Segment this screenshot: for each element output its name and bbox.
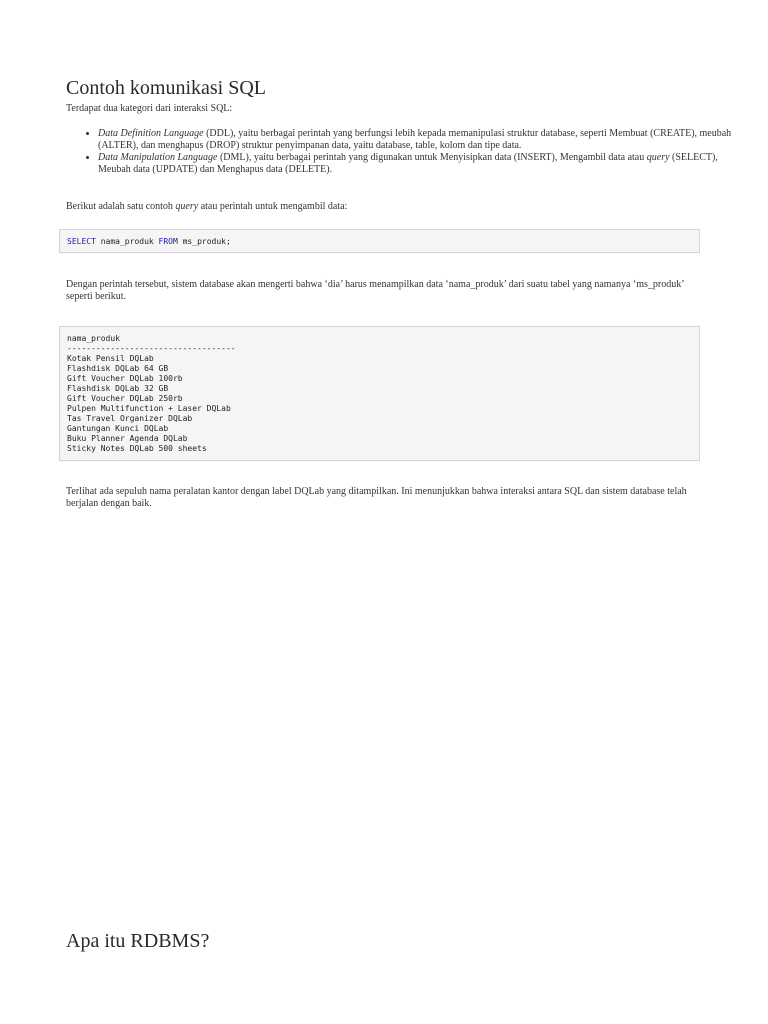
ddl-description: (DDL), yaitu berbagai perintah yang berfungsi lebih kepada memanipulasi struktur database, seperti Membuat (CREATE), meubah (ALTER), dan menghapus (DROP) struktur penyimpanan data, yaitu database, table, kolom dan tipe data.	[98, 128, 732, 151]
result-row: Flashdisk DQLab 32 GB	[67, 384, 169, 393]
result-row: Tas Travel Organizer DQLab	[67, 414, 193, 423]
result-row: Pulpen Multifunction + Laser DQLab	[67, 404, 231, 413]
result-separator: -----------------------------------	[67, 344, 236, 353]
result-row: Gift Voucher DQLab 100rb	[67, 374, 183, 383]
result-row: Flashdisk DQLab 64 GB	[67, 364, 169, 373]
section-title-rdbms: Apa itu RDBMS?	[66, 930, 210, 952]
berikut-query-word: query	[175, 201, 199, 212]
result-explanation-paragraph: Dengan perintah tersebut, sistem database akan mengerti bahwa ‘dia’ harus menampilkan data ‘nama_produk’ dari suatu tabel yang namanya ‘ms_produk’ seperti berikut.	[66, 279, 684, 302]
result-row: Kotak Pensil DQLab	[67, 354, 154, 363]
result-row: Buku Planner Agenda DQLab	[67, 434, 188, 443]
query-result-code-block	[59, 326, 700, 461]
sql-categories-list	[66, 128, 738, 176]
intro-paragraph: Terdapat dua kategori dari interaksi SQL:	[66, 103, 233, 114]
conclusion-paragraph: Terlihat ada sepuluh nama peralatan kantor dengan label DQLab yang ditampilkan. Ini menunjukkan bahwa interaksi antara SQL dan sistem database telah berjalan dengan baik.	[66, 486, 687, 509]
berikut-text-start: Berikut adalah satu contoh	[66, 201, 176, 212]
result-row: Gift Voucher DQLab 250rb	[67, 394, 183, 403]
dml-description-end: (SELECT), Meubah data (UPDATE) dan Menghapus data (DELETE).	[98, 152, 718, 175]
berikut-text-end: atau perintah untuk mengambil data:	[198, 201, 348, 212]
list-item-ddl	[98, 128, 738, 152]
dml-description-start: (DML), yaitu berbagai perintah yang digunakan untuk Menyisipkan data (INSERT), Mengambil data atau	[217, 152, 647, 163]
list-item-dml	[98, 152, 738, 176]
section-title-sql: Contoh komunikasi SQL	[66, 77, 267, 99]
ddl-term: Data Definition Language	[98, 128, 204, 139]
result-header: nama_produk	[67, 334, 120, 343]
result-row: Gantungan Kunci DQLab	[67, 424, 169, 433]
query-example-intro	[66, 201, 696, 213]
sql-query-code-block	[59, 229, 700, 253]
code-table: ms_produk;	[177, 237, 231, 246]
code-keyword-select: SELECT	[67, 237, 96, 246]
result-row: Sticky Notes DQLab 500 sheets	[67, 444, 207, 453]
code-column: nama_produk	[95, 237, 159, 246]
dml-query-word: query	[646, 152, 670, 163]
code-keyword-from: FROM	[158, 237, 178, 246]
dml-term: Data Manipulation Language	[98, 152, 218, 163]
